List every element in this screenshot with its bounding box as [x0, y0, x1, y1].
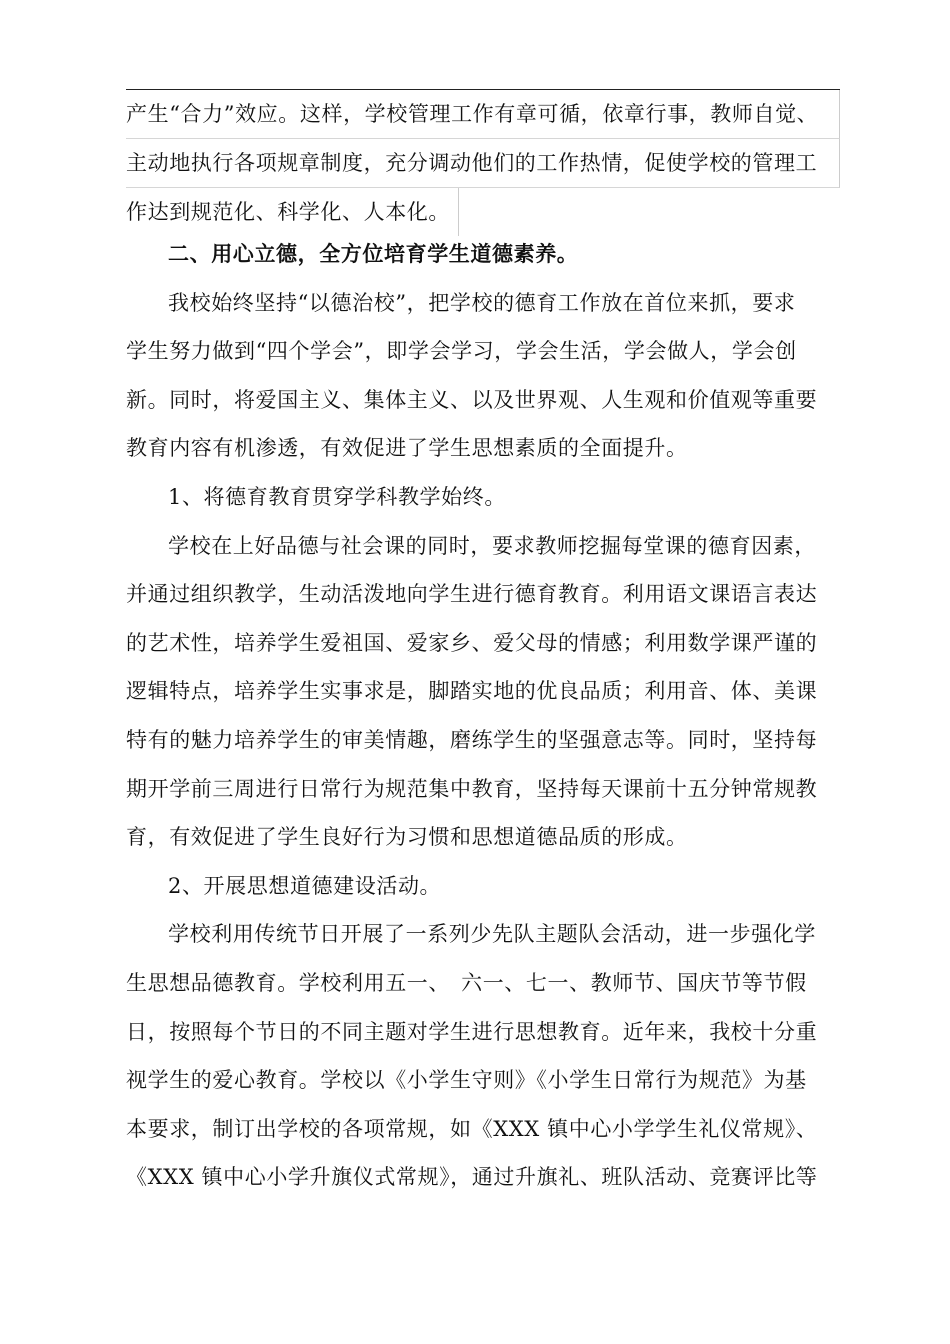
text-line: 视学生的爱心教育。学校以《小学生守则》《小学生日常行为规范》为基	[126, 1068, 807, 1093]
text-line: 育，有效促进了学生良好行为习惯和思想道德品质的形成。	[126, 825, 688, 850]
text-line: 生思想品德教育。学校利用五一、 六一、七一、教师节、国庆节等节假	[126, 970, 807, 995]
text-line: 作达到规范化、科学化、人本化。	[126, 188, 459, 236]
intro-paragraph	[126, 279, 846, 473]
section-heading: 二、用心立德，全方位培育学生道德素养。	[168, 241, 579, 266]
text-line: 的艺术性，培养学生爱祖国、爱家乡、爱父母的情感；利用数学课严谨的	[126, 630, 818, 655]
item-1-paragraph	[126, 522, 846, 862]
text-line: 新。同时，将爱国主义、集体主义、以及世界观、人生观和价值观等重要	[126, 387, 818, 412]
item-2-paragraph	[126, 910, 846, 1202]
item-2-title: 2、开展思想道德建设活动。	[168, 873, 442, 898]
continued-paragraph	[126, 90, 840, 236]
text-line: 学生努力做到“四个学会”，即学会学习，学会生活，学会做人，学会创	[126, 339, 797, 364]
text-line: 我校始终坚持“以德治校”，把学校的德育工作放在首位来抓，要求	[168, 290, 796, 315]
text-line: 教育内容有机渗透，有效促进了学生思想素质的全面提升。	[126, 436, 688, 461]
text-line: 《XXX 镇中心小学升旗仪式常规》，通过升旗礼、班队活动、竞赛评比等	[126, 1165, 818, 1190]
text-line: 并通过组织教学，生动活泼地向学生进行德育教育。利用语文课语言表达	[126, 582, 818, 607]
text-line: 期开学前三周进行日常行为规范集中教育，坚持每天课前十五分钟常规教	[126, 776, 818, 801]
text-line: 学校利用传统节日开展了一系列少先队主题队会活动，进一步强化学	[168, 922, 816, 947]
text-line: 本要求，制订出学校的各项常规，如《XXX 镇中心小学学生礼仪常规》、	[126, 1116, 818, 1141]
text-line: 逻辑特点，培养学生实事求是，脚踏实地的优良品质；利用音、体、美课	[126, 679, 818, 704]
text-line: 产生“合力”效应。这样，学校管理工作有章可循，依章行事，教师自觉、	[126, 90, 840, 139]
item-1-title: 1、将德育教育贯穿学科教学始终。	[168, 484, 506, 509]
section-two	[126, 230, 846, 1202]
text-line: 学校在上好品德与社会课的同时，要求教师挖掘每堂课的德育因素，	[168, 533, 816, 558]
text-line: 特有的魅力培养学生的审美情趣，磨练学生的坚强意志等。同时，坚持每	[126, 727, 818, 752]
text-line: 日，按照每个节日的不同主题对学生进行思想教育。近年来，我校十分重	[126, 1019, 818, 1044]
text-line: 主动地执行各项规章制度，充分调动他们的工作热情，促使学校的管理工	[126, 139, 840, 188]
